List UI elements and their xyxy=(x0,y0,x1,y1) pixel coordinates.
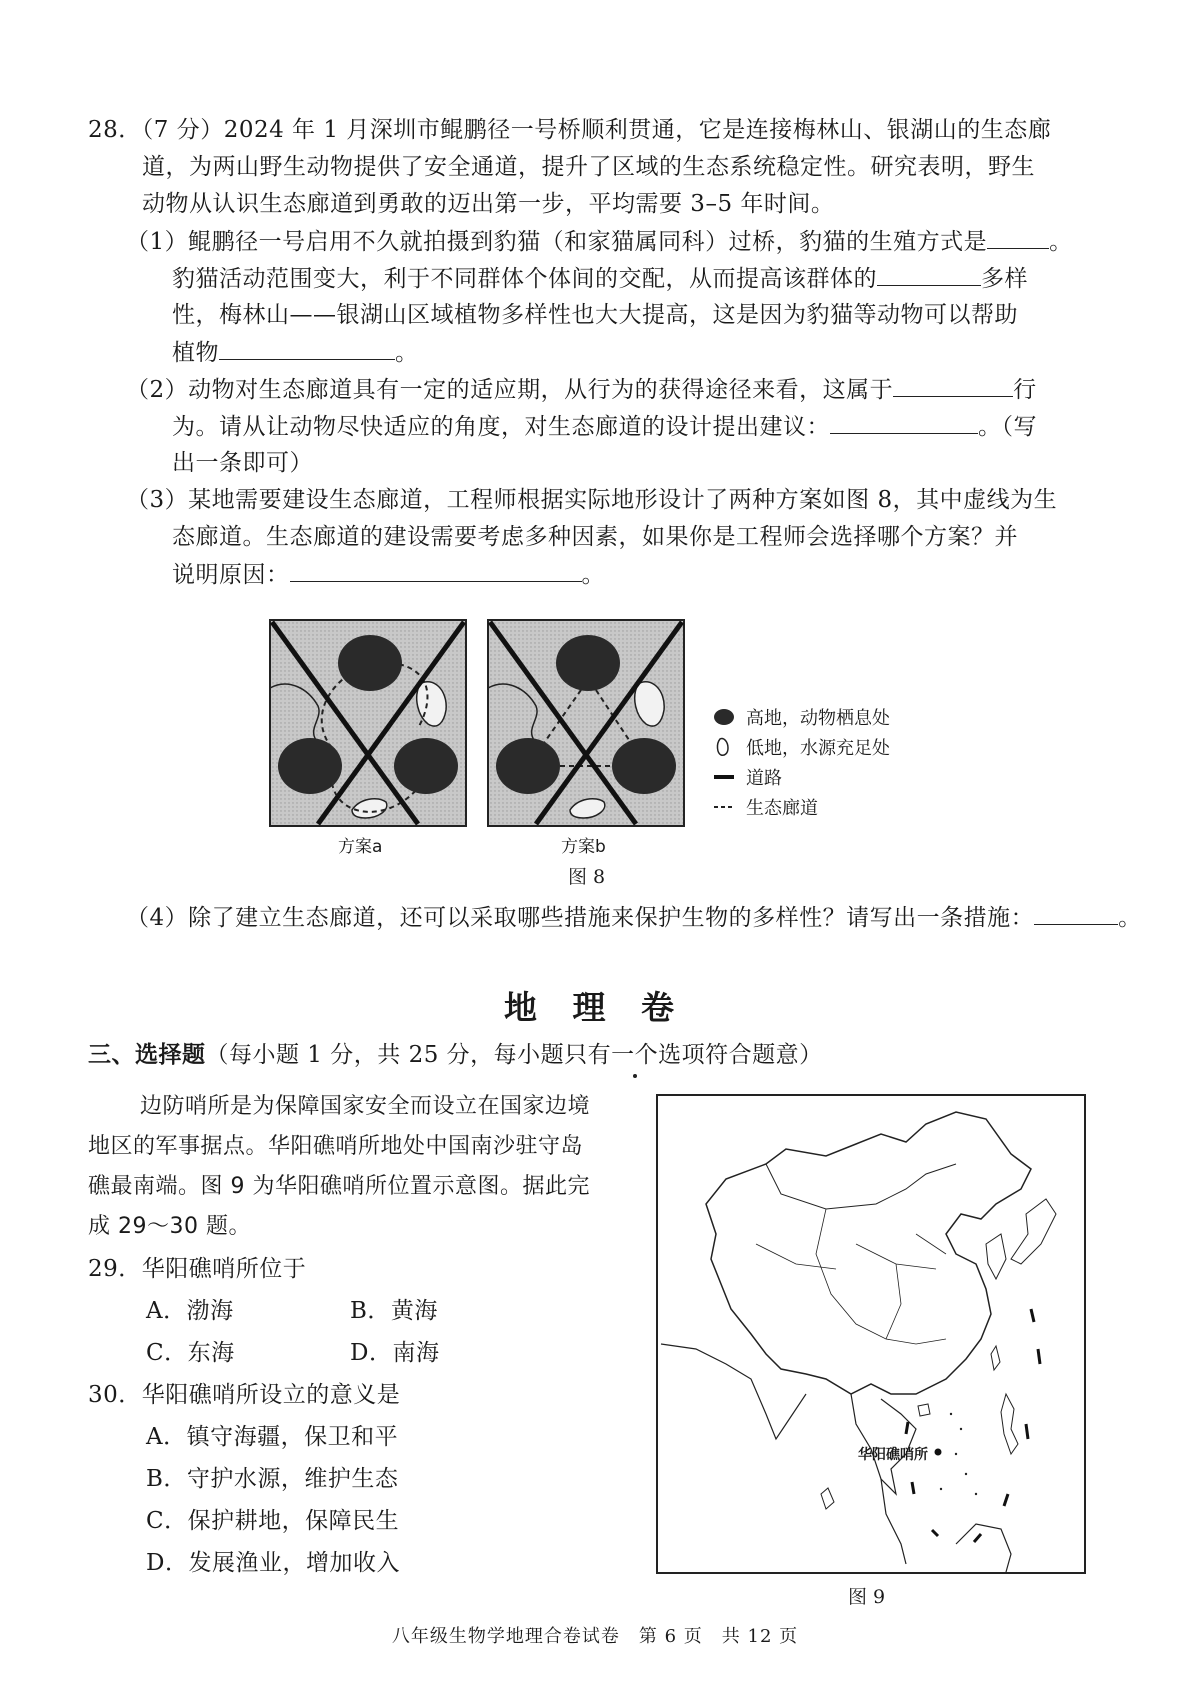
q28-part3-line3: 说明原因： 。 xyxy=(172,557,605,592)
huayang-reef-marker xyxy=(935,1449,942,1456)
q29-option-d[interactable]: D．南海 xyxy=(350,1340,440,1366)
q29-option-a[interactable]: A．渤海 xyxy=(146,1298,234,1324)
figure9-map xyxy=(656,1094,1086,1574)
answer-blank[interactable] xyxy=(219,335,395,360)
dashed-corridor-icon xyxy=(712,797,736,817)
page-footer: 八年级生物学地理合卷试卷 第 6 页 共 12 页 xyxy=(391,1626,799,1647)
q30-option-d[interactable]: D．发展渔业，增加收入 xyxy=(146,1550,400,1576)
q30-option-b[interactable]: B．守护水源，维护生态 xyxy=(146,1466,399,1492)
answer-blank[interactable] xyxy=(987,224,1049,249)
legend-highland: 高地，动物栖息处 xyxy=(712,704,890,730)
q28-part1-line2: 豹猫活动范围变大，利于不同群体个体间的交配，从而提高该群体的 多样 xyxy=(172,261,1028,296)
part-heading: 三、选择题（每小题 1 分，共 25 分，每小题只有一个选项符合题意） xyxy=(88,1038,823,1072)
q30-option-a[interactable]: A．镇守海疆，保卫和平 xyxy=(146,1424,399,1450)
legend-lowland: 低地，水源充足处 xyxy=(712,734,890,760)
answer-blank[interactable] xyxy=(290,557,582,582)
figure9-caption: 图 9 xyxy=(848,1586,886,1608)
emphasized-text: 一个 xyxy=(611,1038,658,1072)
figure8-caption: 图 8 xyxy=(568,866,606,888)
q28-stem-line1: 28．（7 分）2024 年 1 月深圳市鲲鹏径一号桥顺利贯通，它是连接梅林山、银湖山的生态廊 xyxy=(88,117,1052,143)
plan-b-map xyxy=(488,620,684,826)
q28-part2-line3: 出一条即可） xyxy=(172,450,313,476)
answer-blank[interactable] xyxy=(1034,900,1118,925)
highland-ellipse-icon xyxy=(712,707,736,727)
q28-part3-line2: 态廊道。生态廊道的建设需要考虑多种因素，如果你是工程师会选择哪个方案？并 xyxy=(172,524,1018,550)
intro-line4: 成 29～30 题。 xyxy=(88,1214,251,1239)
lowland-pond-icon xyxy=(712,736,736,758)
map-label-huayang: 华阳礁哨所 xyxy=(858,1447,928,1463)
intro-line2: 地区的军事据点。华阳礁哨所地处中国南沙驻守岛 xyxy=(88,1134,584,1159)
q30-option-c[interactable]: C．保护耕地，保障民生 xyxy=(146,1508,400,1534)
answer-blank[interactable] xyxy=(893,372,1013,397)
figure8-diagram xyxy=(268,618,688,828)
q28-part2-line1: （2）动物对生态廊道具有一定的适应期，从行为的获得途径来看，这属于 行 xyxy=(126,372,1037,407)
q28-stem-line2: 道，为两山野生动物提供了安全通道，提升了区域的生态系统稳定性。研究表明，野生 xyxy=(142,154,1035,180)
answer-blank[interactable] xyxy=(877,261,981,286)
answer-blank[interactable] xyxy=(830,409,978,434)
q28-part1-line1: （1）鲲鹏径一号启用不久就拍摄到豹猫（和家猫属同科）过桥，豹猫的生殖方式是 。 xyxy=(126,224,1073,259)
q28-stem-line3: 动物从认识生态廊道到勇敢的迈出第一步，平均需要 3–5 年时间。 xyxy=(142,191,835,217)
q28-part3-line1: （3）某地需要建设生态廊道，工程师根据实际地形设计了两种方案如图 8，其中虚线为生 xyxy=(126,487,1058,513)
plan-a-map xyxy=(270,620,466,826)
plan-a-label: 方案a xyxy=(338,837,383,857)
q30-stem: 30．华阳礁哨所设立的意义是 xyxy=(88,1382,401,1408)
q29-stem: 29．华阳礁哨所位于 xyxy=(88,1256,307,1282)
intro-line1: 边防哨所是为保障国家安全而设立在国家边境 xyxy=(140,1094,591,1119)
plan-b-label: 方案b xyxy=(561,837,606,857)
section-title: 地 理 卷 xyxy=(504,988,686,1027)
q28-part4-line1: （4）除了建立生态廊道，还可以采取哪些措施来保护生物的多样性？请写出一条措施： 。 xyxy=(126,900,1142,935)
q28-part1-line3: 性，梅林山——银湖山区域植物多样性也大大提高，这是因为豹猫等动物可以帮助 xyxy=(172,302,1018,328)
legend-road: 道路 xyxy=(712,764,782,790)
intro-line3: 礁最南端。图 9 为华阳礁哨所位置示意图。据此完 xyxy=(88,1174,590,1199)
q28-part1-line4: 植物 。 xyxy=(172,335,419,370)
q29-option-b[interactable]: B．黄海 xyxy=(350,1298,438,1324)
q29-option-c[interactable]: C．东海 xyxy=(146,1340,235,1366)
road-line-icon xyxy=(712,767,736,787)
q28-part2-line2: 为。请从让动物尽快适应的角度，对生态廊道的设计提出建议： 。（写 xyxy=(172,409,1037,444)
legend-corridor: 生态廊道 xyxy=(712,794,818,820)
